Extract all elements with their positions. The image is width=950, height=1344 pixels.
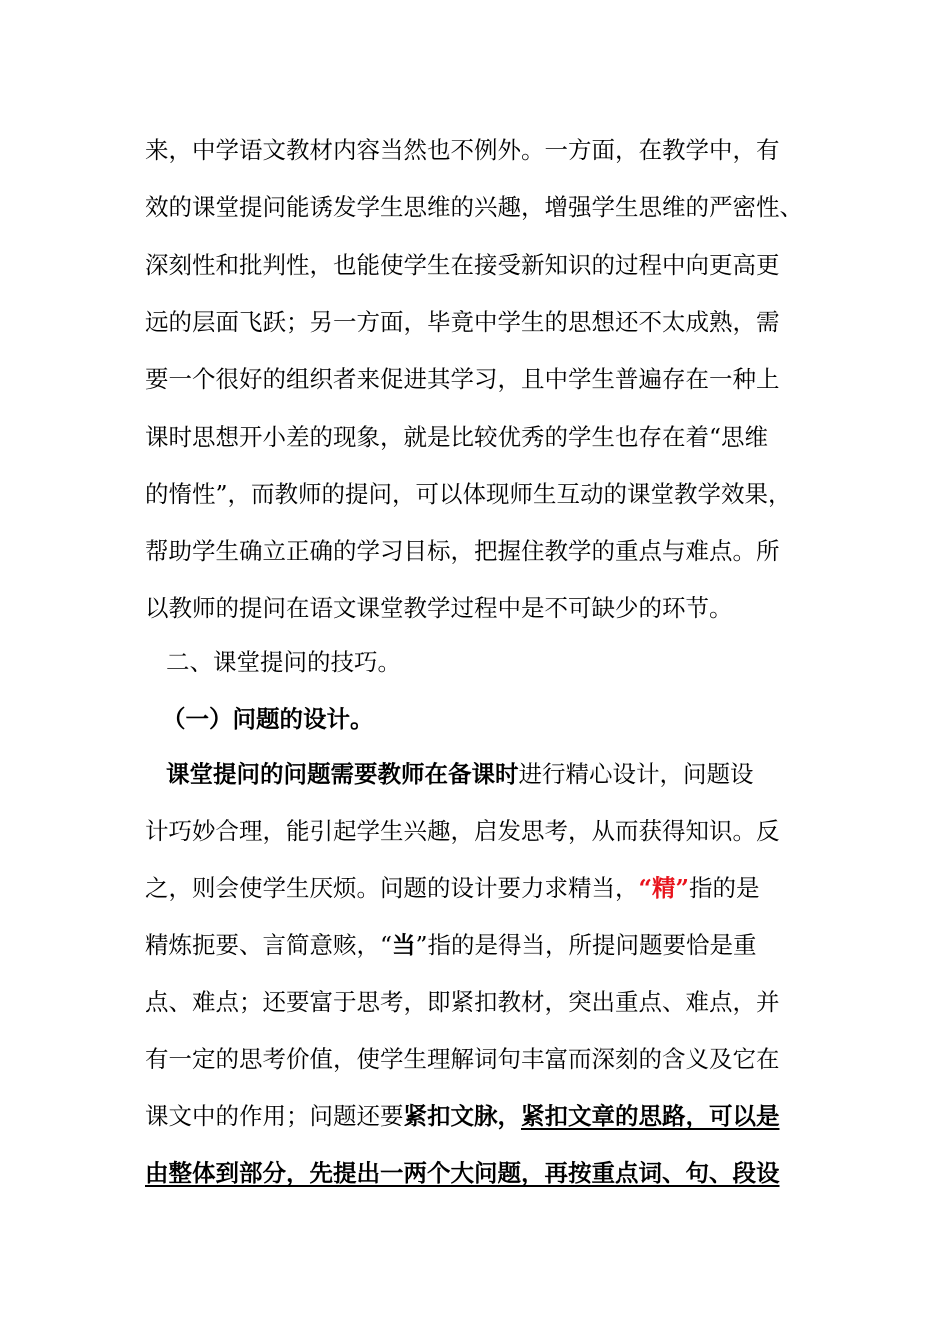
body-line: 以教师的提问在语文课堂教学过程中是不可缺少的环节。 xyxy=(145,594,733,622)
body-text: 进行精心设计，问题设 xyxy=(518,760,754,788)
body-line xyxy=(145,872,760,904)
body-line: 有一定的思考价值，使学生理解词句丰富而深刻的含义及它在 xyxy=(145,1045,780,1073)
body-line xyxy=(145,1157,780,1189)
body-text: 指的是 xyxy=(689,874,760,902)
body-text: 之，则会使学生厌烦。问题的设计要力求精当， xyxy=(145,874,639,902)
body-line: 点、难点；还要富于思考，即紧扣教材，突出重点、难点，并 xyxy=(145,988,780,1016)
body-line: 要一个很好的组织者来促进其学习，且中学生普遍存在一种上 xyxy=(145,365,780,393)
body-line xyxy=(166,758,754,790)
body-line: 深刻性和批判性，也能使学生在接受新知识的过程中向更高更 xyxy=(145,251,780,279)
body-line xyxy=(145,1100,780,1132)
body-line: 课时思想开小差的现象，就是比较优秀的学生也存在着“思维 xyxy=(145,423,769,451)
red-emphasis: “精” xyxy=(638,874,690,902)
body-line: 计巧妙合理，能引起学生兴趣，启发思考，从而获得知识。反 xyxy=(145,817,780,845)
body-text: 精炼扼要、言简意赅，“ xyxy=(145,931,393,959)
bold-text: 课堂提问的问题需要教师在备课时 xyxy=(166,760,519,788)
bold-text: 当 xyxy=(392,931,416,959)
section-heading: 二、课堂提问的技巧。 xyxy=(166,648,401,676)
body-line: 帮助学生确立正确的学习目标，把握住教学的重点与难点。所 xyxy=(145,537,780,565)
bold-underlined-text: 由整体到部分，先提出一两个大问题，再按重点词、句、段设 xyxy=(145,1159,780,1187)
body-line: 的惰性”，而教师的提问，可以体现师生互动的课堂教学效果， xyxy=(145,480,792,508)
body-line xyxy=(145,929,757,961)
body-line: 来，中学语文教材内容当然也不例外。一方面，在教学中，有 xyxy=(145,136,780,164)
body-line: 效的课堂提问能诱发学生思维的兴趣，增强学生思维的严密性、 xyxy=(145,193,803,221)
bold-text: 紧扣文脉， xyxy=(403,1102,521,1130)
subsection-heading: （一）问题的设计。 xyxy=(162,705,374,733)
body-text: ”指的是得当，所提问题要恰是重 xyxy=(415,931,757,959)
bold-underlined-text: 紧扣文章的思路，可以是 xyxy=(521,1102,780,1130)
body-text: 课文中的作用；问题还要 xyxy=(145,1102,404,1130)
body-line: 远的层面飞跃；另一方面，毕竟中学生的思想还不太成熟，需 xyxy=(145,308,780,336)
